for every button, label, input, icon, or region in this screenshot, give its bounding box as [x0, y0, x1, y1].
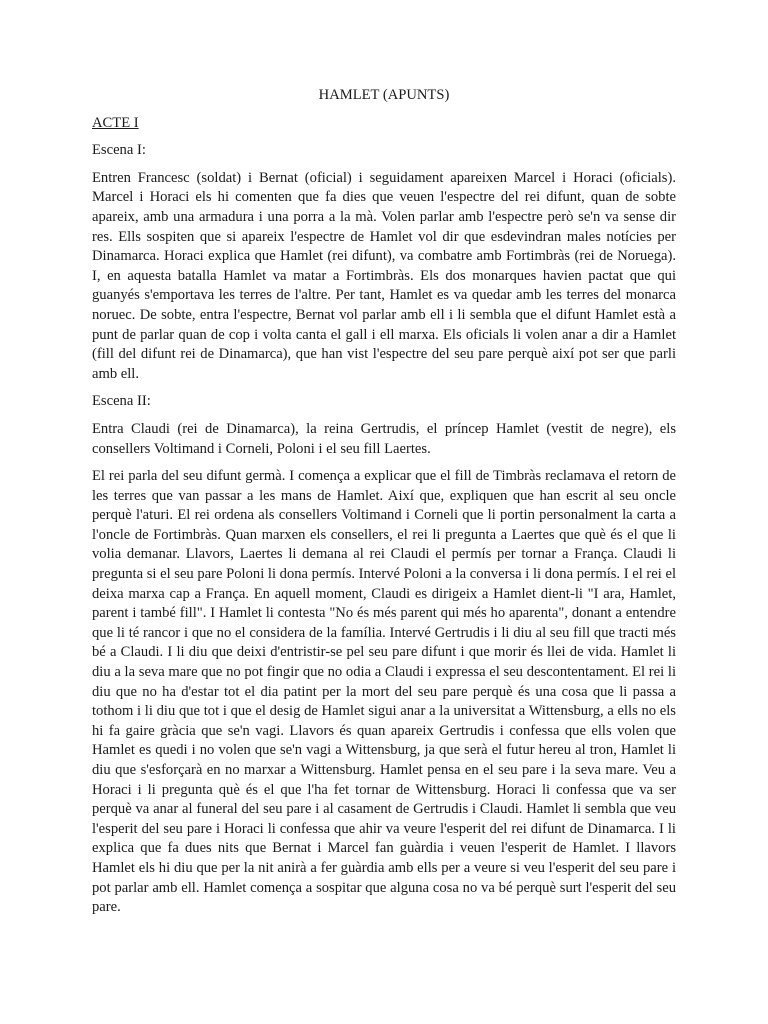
scene-1-heading: Escena I: — [92, 142, 146, 159]
scene-2-paragraph-2: El rei parla del seu difunt germà. I comença a explicar que el fill de Timbràs reclamava el retorn de les terres que van passar a les mans de Hamlet. Així que, expliquen que han escrit al seu oncle perquè l'aturi. El rei ordena als consellers Voltimand i Corneli que li portin personalment la carta a l'oncle de Fortimbràs. Quan marxen els consellers, el rei li pregunta a Laertes que què és el que li volia demanar. Llavors, Laertes li demana al rei Claudi el permís per tornar a França. Claudi li pregunta si el seu pare Poloni li dona permís. Intervé Poloni a la conversa i li dona permís. I el rei el deixa marxa cap a França. En aquell moment, Claudi es dirigeix a Hamlet dient-li "I ara, Hamlet, parent i també fill". I Hamlet li contesta "No és més parent qui més ho aparenta", donant a entendre que li té rancor i que no el considera de la família. Intervé Gertrudis i li diu al seu fill que tracti més bé a Claudi. I li diu que deixi d'entristir-se pel seu pare difunt i que morir és llei de vida. Hamlet li diu a la seva mare que no pot fingir que no odia a Claudi i expressa el seu descontentament. El rei li diu que no ha d'estar tot el dia patint per la mort del seu pare perquè és una cosa que li passa a tothom i li diu que tot i que el desig de Hamlet sigui anar a la universitat a Wittensburg, a ells no els hi fa gaire gràcia que se'n vagi. Llavors és quan apareix Gertrudis i confessa que ells volen que Hamlet es quedi i no volen que se'n vagi a Wittensburg, ja que serà el futur hereu al tron, Hamlet li diu que s'esforçarà en no marxar a Wittensburg. Hamlet pensa en el seu pare i la seva mare. Veu a Horaci i li pregunta què és el que l'ha fet tornar de Wittensburg. Horaci li confessa que va ser perquè va anar al funeral del seu pare i al casament de Gertrudis i Claudi. Hamlet li sembla que veu l'esperit del seu pare i Horaci li confessa que ahir va veure l'esperit del rei difunt de Dinamarca. I li explica que fa dues nits que Bernat i Marcel fan guàrdia i veuen l'esperit de Hamlet. I llavors Hamlet els hi diu que per la nit anirà a fer guàrdia amb ells per a veure si veu l'esperit del seu pare i pot parlar amb ell. Hamlet comença a sospitar que alguna cosa no va bé perquè surt l'esperit del seu pare. — [92, 468, 676, 916]
document-title: HAMLET (APUNTS) — [318, 87, 450, 103]
scene-2-heading: Escena II: — [92, 393, 151, 410]
act-heading: ACTE I — [92, 114, 139, 131]
document-body — [92, 86, 676, 926]
scene-2-paragraph-1: Entra Claudi (rei de Dinamarca), la reina Gertrudis, el príncep Hamlet (vestit de negre), els consellers Voltimand i Corneli, Poloni i el seu fill Laertes. — [92, 420, 676, 457]
scene-1-paragraph-1: Entren Francesc (soldat) i Bernat (oficial) i seguidament apareixen Marcel i Horaci (oficials). Marcel i Horaci els hi comenten que fa dies que veuen l'espectre del rei difunt, quan de sobte apareix, amb una armadura i una porra a la mà. Volen parlar amb l'espectre però se'n va sense dir res. Ells sospiten que si apareix l'espectre de Hamlet vol dir que esdevindran males notícies per Dinamarca. Horaci explica que Hamlet (rei difunt), va combatre amb Fortimbràs (rei de Noruega). I, en aquesta batalla Hamlet va matar a Fortimbràs. Els dos monarques havien pactat que qui guanyés s'emportava les terres de l'altre. Per tant, Hamlet es va quedar amb les terres del monarca noruec. De sobte, entra l'espectre, Bernat vol parlar amb ell i li sembla que el difunt Hamlet està a punt de parlar quan de cop i volta canta el gall i ell marxa. Els oficials li volen anar a dir a Hamlet (fill del difunt rei de Dinamarca), que han vist l'espectre del seu pare perquè així pot ser que parli amb ell. — [92, 169, 676, 382]
